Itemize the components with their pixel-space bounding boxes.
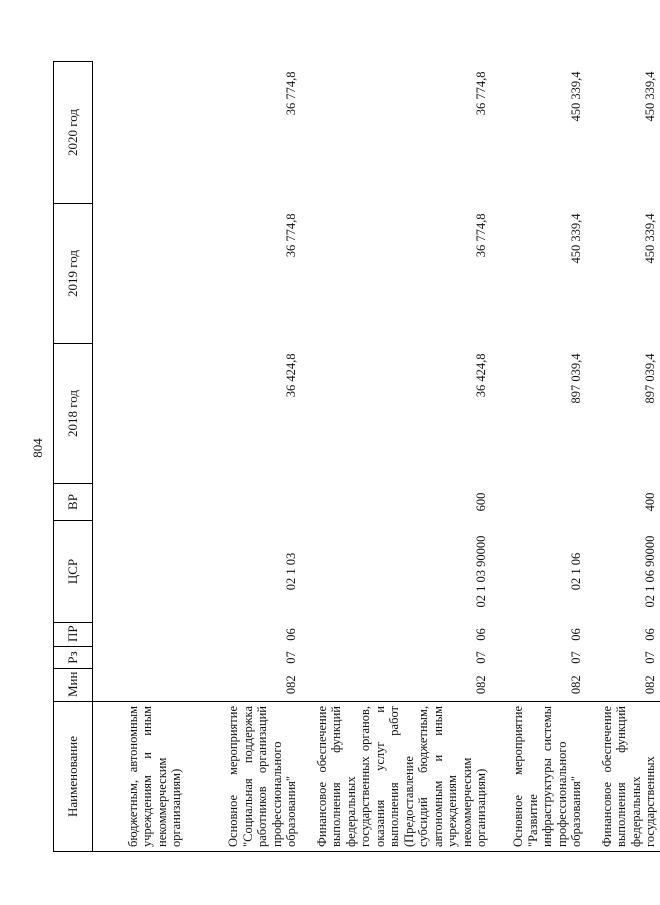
row-2019 xyxy=(93,204,196,344)
header-pr: ПР xyxy=(54,623,93,647)
row-csr: 02 1 06 xyxy=(569,552,583,591)
header-2018: 2018 год xyxy=(54,344,93,484)
row-vr: 600 xyxy=(474,492,488,512)
row-name: Финансовое обеспечение выполнения функций федеральных государственных xyxy=(596,702,660,852)
row-min: 082 xyxy=(284,675,298,695)
row-2019: 450 339,4 xyxy=(569,213,583,264)
row-vr: 400 xyxy=(643,492,657,512)
header-name: Наименование xyxy=(54,702,93,852)
row-rz: 07 xyxy=(284,651,298,664)
row-csr: 02 1 06 90000 xyxy=(643,535,657,608)
table-row xyxy=(501,62,596,852)
row-min: 082 xyxy=(643,675,657,695)
row-name: Основное мероприятие "Социальная поддержка работников организаций профессионального образования" xyxy=(196,702,311,852)
row-rz: 07 xyxy=(474,651,488,664)
page-number: 804 xyxy=(29,438,45,458)
table-row xyxy=(311,62,501,852)
budget-table xyxy=(53,61,660,852)
row-pr xyxy=(93,623,196,647)
row-name: Финансовое обеспечение выполнения функций федеральных государственных органов, оказания услуг и выполнения работ (Предоставление субсидий бюджетным, автономным и иным учреждениям некоммерческим организациям) xyxy=(311,702,501,852)
row-rz: 07 xyxy=(643,651,657,664)
row-2018: 36 424,8 xyxy=(284,353,298,398)
row-rz xyxy=(93,647,196,669)
header-2020: 2020 год xyxy=(54,62,93,204)
row-2020: 36 774,8 xyxy=(474,71,488,116)
table-row xyxy=(93,62,196,852)
row-csr: 02 1 03 90000 xyxy=(474,535,488,608)
table-header-row xyxy=(54,62,93,852)
row-rz: 07 xyxy=(569,651,583,664)
row-csr: 02 1 03 xyxy=(284,552,298,591)
row-2019: 36 774,8 xyxy=(284,213,298,258)
row-csr xyxy=(93,521,196,623)
table-row xyxy=(596,62,660,852)
row-2020: 450 339,4 xyxy=(643,71,657,122)
header-min: Мин xyxy=(54,669,93,702)
row-2019: 450 339,4 xyxy=(643,213,657,264)
row-2018: 36 424,8 xyxy=(474,353,488,398)
row-pr: 06 xyxy=(643,628,657,641)
row-vr xyxy=(196,484,311,521)
row-2020: 36 774,8 xyxy=(284,71,298,116)
header-vr: ВР xyxy=(54,484,93,521)
row-2020: 450 339,4 xyxy=(569,71,583,122)
row-min xyxy=(93,669,196,702)
header-csr: ЦСР xyxy=(54,521,93,623)
rotated-table-container xyxy=(53,62,657,852)
row-2019: 36 774,8 xyxy=(474,213,488,258)
row-pr: 06 xyxy=(474,628,488,641)
row-2018: 897 039,4 xyxy=(643,353,657,404)
header-2019: 2019 год xyxy=(54,204,93,344)
row-2018: 897 039,4 xyxy=(569,353,583,404)
row-vr xyxy=(501,484,596,521)
row-name: Основное мероприятие "Развитие инфраструктуры системы профессионального образования" xyxy=(501,702,596,852)
row-min: 082 xyxy=(569,675,583,695)
row-name: бюджетным, автономным учреждениям и иным некоммерческим организациям) xyxy=(93,702,196,852)
row-2018 xyxy=(93,344,196,484)
row-pr: 06 xyxy=(569,628,583,641)
row-vr xyxy=(93,484,196,521)
header-rz: Рз xyxy=(54,647,93,669)
row-min: 082 xyxy=(474,675,488,695)
row-pr: 06 xyxy=(284,628,298,641)
table-row xyxy=(196,62,311,852)
row-2020 xyxy=(93,62,196,204)
